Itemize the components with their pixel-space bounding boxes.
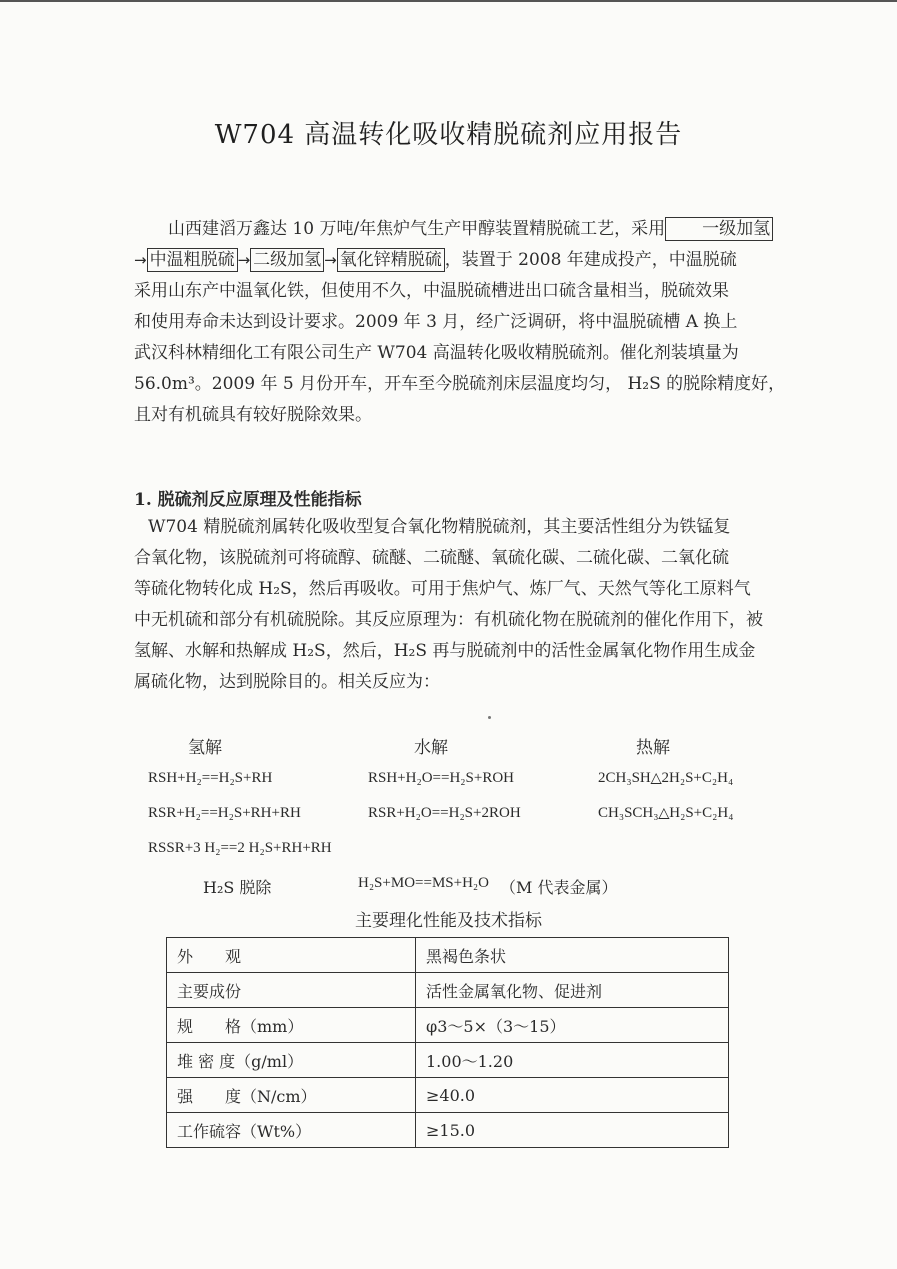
spec-value: ≥40.0 xyxy=(416,1078,729,1113)
flow-step-4: 氧化锌精脱硫 xyxy=(337,248,445,272)
table-row xyxy=(167,1078,729,1113)
flow-step-3: 二级加氢 xyxy=(250,248,324,272)
flow-step-2: 中温粗脱硫 xyxy=(147,248,238,272)
spec-value: ≥15.0 xyxy=(416,1113,729,1148)
spec-key: 堆 密 度（g/ml） xyxy=(167,1043,416,1078)
thermal-reaction-1-left: 2CH₃SH xyxy=(598,770,651,786)
flow-arrow-icon: → xyxy=(324,251,337,269)
section1-line: 属硫化物，达到脱除目的。相关反应为： xyxy=(134,672,440,692)
hydro-reaction-3: RSSR+3 H₂==2 H₂S+RH+RH xyxy=(148,840,332,856)
spec-key: 强 度（N/cm） xyxy=(167,1078,416,1113)
hydro-reaction-2: RSR+H₂==H₂S+RH+RH xyxy=(148,805,301,821)
reaction-header-pyrolysis: 热解 xyxy=(636,738,670,758)
thermal-reaction-2-left: CH₃SCH₃ xyxy=(598,805,659,821)
table-caption: 主要理化性能及技术指标 xyxy=(355,911,542,931)
spec-value: 活性金属氧化物、促进剂 xyxy=(416,973,729,1008)
page-title: W704 高温转化吸收精脱硫剂应用报告 xyxy=(214,120,683,150)
intro-line-2 xyxy=(134,245,774,276)
hydro-reaction-1: RSH+H₂==H₂S+RH xyxy=(148,770,273,786)
water-reaction-1: RSH+H₂O==H₂S+ROH xyxy=(368,770,514,786)
reaction-header-hydrogenolysis: 氢解 xyxy=(188,738,222,758)
intro-line: 56.0m³。2009 年 5 月份开车，开车至今脱硫剂床层温度均匀， H₂S 的脱除精度好， xyxy=(134,374,786,394)
intro-line-1 xyxy=(134,214,774,245)
intro-line: 武汉科林精细化工有限公司生产 W704 高温转化吸收精脱硫剂。催化剂装填量为 xyxy=(134,343,739,363)
intro-line-2-tail: ，装置于 2008 年建成投产，中温脱硫 xyxy=(444,250,737,270)
spec-key: 主要成份 xyxy=(167,973,416,1008)
spec-table xyxy=(166,937,729,1148)
removal-note: （M 代表金属） xyxy=(500,878,618,897)
spec-key: 外 观 xyxy=(167,938,416,973)
intro-line-1-text: 山西建滔万鑫达 10 万吨/年焦炉气生产甲醇装置精脱硫工艺，采用 xyxy=(168,219,666,239)
intro-line: 且对有机硫具有较好脱除效果。 xyxy=(134,405,372,425)
section-heading: 1. 脱硫剂反应原理及性能指标 xyxy=(134,490,362,510)
spec-value: 黑褐色条状 xyxy=(416,938,729,973)
table-row xyxy=(167,1043,729,1078)
spec-value: 1.00～1.20 xyxy=(416,1043,729,1078)
section1-line: 氢解、水解和热解成 H₂S，然后，H₂S 再与脱硫剂中的活性金属氧化物作用生成金 xyxy=(134,641,756,661)
flow-step-1: 一级加氢 xyxy=(665,217,773,241)
scan-speck xyxy=(488,716,491,719)
table-row xyxy=(167,1008,729,1043)
removal-equation: H₂S+MO==MS+H₂O xyxy=(358,875,489,891)
section1-line: W704 精脱硫剂属转化吸收型复合氧化物精脱硫剂，其主要活性组分为铁锰复 xyxy=(148,517,731,537)
section1-line: 中无机硫和部分有机硫脱除。其反应原理为：有机硫化物在脱硫剂的催化作用下，被 xyxy=(134,610,763,630)
section1-line: 等硫化物转化成 H₂S，然后再吸收。可用于焦炉气、炼厂气、天然气等化工原料气 xyxy=(134,579,751,599)
reaction-header-hydrolysis: 水解 xyxy=(414,738,448,758)
water-reaction-2: RSR+H₂O==H₂S+2ROH xyxy=(368,805,521,821)
scan-top-edge xyxy=(0,0,897,2)
spec-key: 规 格（mm） xyxy=(167,1008,416,1043)
spec-key: 工作硫容（Wt%） xyxy=(167,1113,416,1148)
heat-triangle-icon: △ xyxy=(650,770,662,786)
table-row xyxy=(167,973,729,1008)
flow-arrow-icon: → xyxy=(237,251,251,269)
flow-arrow-icon: → xyxy=(134,251,147,269)
removal-label: H₂S 脱除 xyxy=(203,878,272,897)
intro-line: 和使用寿命未达到设计要求。2009 年 3 月，经广泛调研，将中温脱硫槽 A 换上 xyxy=(134,312,738,332)
thermal-reaction-2 xyxy=(598,805,733,822)
thermal-reaction-1-right: 2H₂S+C₂H₄ xyxy=(661,770,734,786)
thermal-reaction-2-right: H₂S+C₂H₄ xyxy=(669,805,734,821)
heat-triangle-icon: △ xyxy=(658,805,670,821)
table-row xyxy=(167,938,729,973)
thermal-reaction-1 xyxy=(598,770,733,787)
intro-paragraph xyxy=(134,214,786,431)
section1-paragraph xyxy=(134,512,774,698)
table-row xyxy=(167,1113,729,1148)
spec-value: φ3～5×（3～15） xyxy=(416,1008,729,1043)
section1-line: 合氧化物，该脱硫剂可将硫醇、硫醚、二硫醚、氧硫化碳、二硫化碳、二氧化硫 xyxy=(134,548,729,568)
intro-line: 采用山东产中温氧化铁，但使用不久，中温脱硫槽进出口硫含量相当，脱硫效果 xyxy=(134,281,729,301)
